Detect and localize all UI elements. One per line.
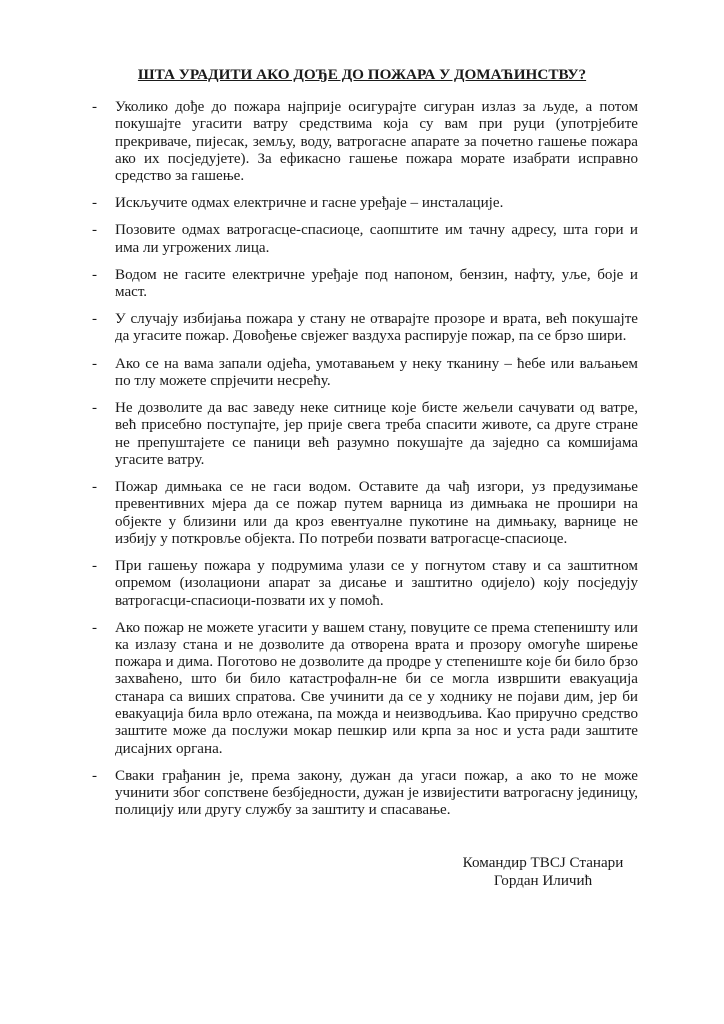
list-item-text: Позовите одмах ватрогасце-спасиоце, саопштите им тачну адресу, шта гори и има ли угрожених лица.	[115, 222, 638, 256]
bullet-dash: -	[92, 399, 98, 416]
bullet-dash: -	[92, 222, 98, 239]
bullet-dash: -	[92, 266, 98, 283]
signature-block	[448, 854, 638, 890]
bullet-dash: -	[92, 311, 98, 328]
instruction-list	[92, 99, 638, 820]
bullet-dash: -	[92, 99, 98, 115]
document-title: ШТА УРАДИТИ АКО ДОЂЕ ДО ПОЖАРА У ДОМАЋИНСТВУ?	[137, 66, 587, 83]
signature-position: Командир ТВСЈ Станари	[462, 854, 624, 871]
list-item	[92, 356, 638, 391]
list-item-text: Пожар димњака се не гаси водом. Оставите да чађ изгори, уз предузимање превентивних мјера да се пожар путем варница из димњака не прошири на објекте у близини или да кроз евентуалне пукотине на димњаку, варнице не избију у поткровље објекта. По потреби позвати ватрогасце-спасиоце.	[115, 478, 638, 547]
list-item	[92, 195, 638, 212]
list-item	[92, 99, 638, 185]
bullet-dash: -	[92, 355, 98, 372]
list-item-text: Уколико дође до пожара најприје осигурајте сигуран излаз за људе, а потом покушајте угасити ватру средствима која су вам при руци (употрјебите прекриваче, пијесак, земљу, воду, ватрогасне апарате за почетно гашење пожара ако их посједујете). За ефикасно гашење пожара морате изабрати исправно средство за гашење.	[115, 99, 638, 185]
bullet-dash: -	[92, 767, 98, 784]
list-item-text: Не дозволите да вас заведу неке ситнице које бисте жељели сачувати од ватре, већ присебно поступајте, јер прије свега треба спасити животе, са друге стране не препуштајете се паници већ разумно покушајте да заједно са комшијама угасите ватру.	[115, 399, 638, 468]
list-item-text: Водом не гасите електричне уређаје под напоном, бензин, нафту, уље, боје и маст.	[115, 266, 638, 301]
list-item	[92, 267, 638, 302]
bullet-dash: -	[92, 619, 98, 636]
list-item-text: Сваки грађанин је, према закону, дужан да угаси пожар, а ако то не може учинити због сопствене безбједности, дужан је извијестити ватрогасну јединицу, полицију или другу службу за заштиту и спасавање.	[115, 767, 638, 819]
bullet-dash: -	[92, 195, 98, 212]
list-item	[92, 400, 638, 469]
list-item	[92, 620, 638, 758]
bullet-dash: -	[92, 557, 98, 574]
list-item-text: У случају избијања пожара у стану не отварајте прозоре и врата, већ покушајте да угасите пожар. Довођење свјежег ваздуха распирује пожар, па се брзо шири.	[115, 311, 638, 345]
list-item-text: Ако се на вама запали одјећа, умотавањем у неку тканину – ћебе или ваљањем по тлу можете спрјечити несрећу.	[115, 355, 638, 389]
list-item-text: Ако пожар не можете угасити у вашем стану, повуците се према степеништу или ка излазу стана и не дозволите да отворена врата и прозору омогуће ширење пожара и дима. Поготово не дозволите да продре у степениште које би било брзо захваћено, што би било катастрофалн-не би се могла извршити евакуација станара са виших спратова. Све учинити да се у ходнику не појави дим, јер би евакуација била врло отежана, па можда и неизводљива. Као приручно средство заштите може да послужи мокар пешкир или крпа за нос и уста ради заштите дисајних органа.	[115, 619, 638, 757]
list-item	[92, 479, 638, 548]
list-item	[92, 768, 638, 820]
list-item-text: При гашењу пожара у подрумима улази се у погнутом ставу и са заштитном опремом (изолациони апарат за дисање и заштитно одијело) коју посједују ватрогасци-спасиоци-позвати их у помоћ.	[115, 557, 638, 609]
bullet-dash: -	[92, 478, 98, 495]
list-item	[92, 222, 638, 257]
signature-name: Гордан Иличић	[493, 872, 593, 889]
list-item	[92, 558, 638, 610]
list-item	[92, 311, 638, 346]
list-item-text: Искључите одмах електричне и гасне уређаје – инсталације.	[115, 195, 504, 212]
